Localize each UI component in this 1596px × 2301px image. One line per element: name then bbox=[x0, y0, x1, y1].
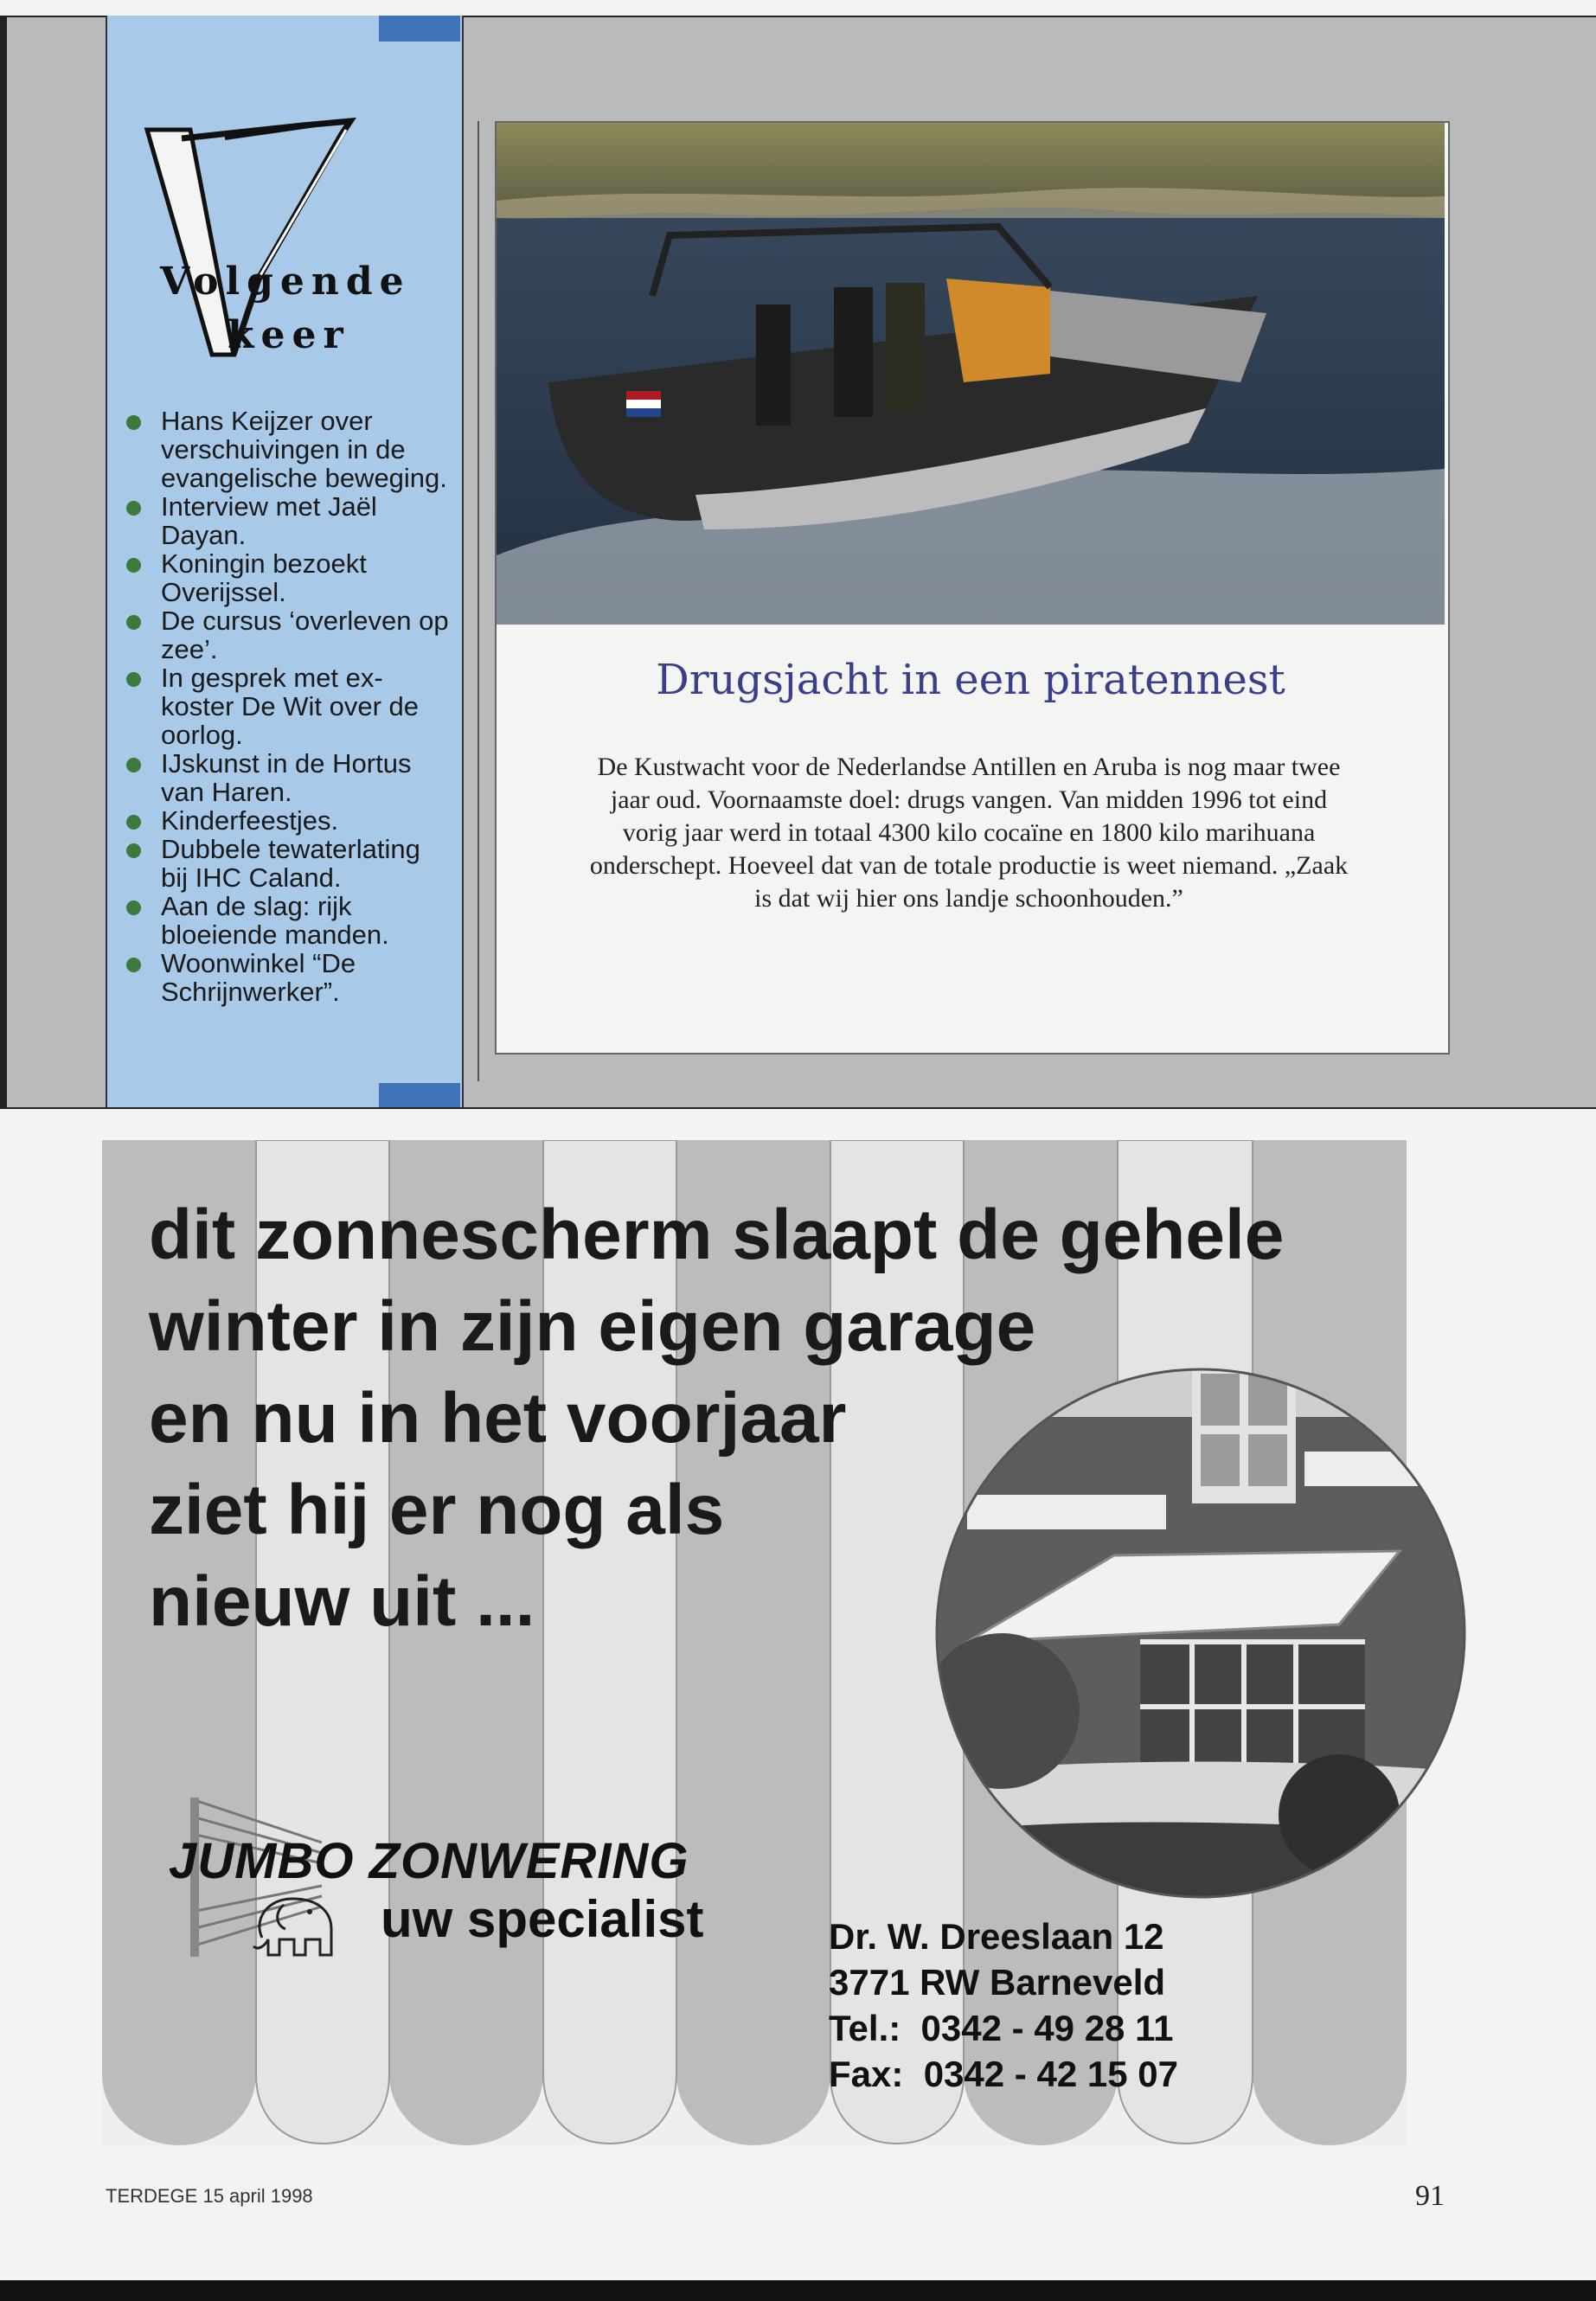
heading-line1: Volgende bbox=[160, 260, 411, 304]
list-item: Interview met Jaël Dayan. bbox=[121, 492, 450, 549]
bullet-icon bbox=[126, 958, 141, 972]
headline-line: winter in zijn eigen garage bbox=[149, 1287, 1036, 1366]
advert-tagline: uw specialist bbox=[381, 1890, 704, 1948]
heading-line2: keer bbox=[228, 313, 350, 357]
list-item: Aan de slag: rijk bloeiende manden. bbox=[121, 892, 450, 949]
page-bottom-bar bbox=[0, 2280, 1596, 2301]
house-awning-photo bbox=[933, 1365, 1469, 1901]
section-divider bbox=[0, 1107, 1596, 1109]
list-item: IJskunst in de Hortus van Haren. bbox=[121, 749, 450, 806]
headline-line: en nu in het voorjaar bbox=[149, 1379, 847, 1458]
address-street: Dr. W. Dreeslaan 12 bbox=[829, 1916, 1164, 1957]
article-body: De Kustwacht voor de Nederlandse Antillen en Aruba is nog maar twee jaar oud. Voornaamste doel: drugs vangen. Van midden 1996 tot eind vorig jaar werd in totaal 4300 kilo cocaïne en 1800 kilo marihuana onderschept. Hoeveel dat van de totale productie is weet niemand. „Zaak is dat wij hier ons landje schoonhouden.” bbox=[589, 753, 1349, 913]
bullet-icon bbox=[126, 815, 141, 830]
publication-footer: TERDEGE 15 april 1998 bbox=[106, 2185, 313, 2207]
elephant-logo-icon bbox=[249, 1886, 344, 1964]
list-item: Hans Keijzer over verschuivingen in de evangelische beweging. bbox=[121, 407, 450, 492]
bullet-icon bbox=[126, 672, 141, 687]
headline-line: dit zonnescherm slaapt de gehele bbox=[149, 1195, 1285, 1274]
sidebar-tab-top bbox=[379, 16, 460, 42]
list-item: In gesprek met ex-koster De Wit over de oorlog. bbox=[121, 663, 450, 749]
bullet-icon bbox=[126, 758, 141, 772]
bullet-icon bbox=[126, 558, 141, 573]
coastguard-boat-photo bbox=[497, 123, 1445, 625]
bullet-icon bbox=[126, 615, 141, 630]
list-item: Koningin bezoekt Overijssel. bbox=[121, 549, 450, 606]
address-city: 3771 RW Barneveld bbox=[829, 1962, 1166, 2003]
headline-line: ziet hij er nog als bbox=[149, 1471, 725, 1549]
list-item: Woonwinkel “De Schrijnwerker”. bbox=[121, 949, 450, 1006]
article-title: Drugsjacht in een piratennest bbox=[656, 656, 1285, 704]
bullet-icon bbox=[126, 415, 141, 430]
bullet-icon bbox=[126, 901, 141, 915]
next-issue-list bbox=[121, 407, 450, 1006]
list-item: De cursus ‘overleven op zee’. bbox=[121, 606, 450, 663]
bullet-icon bbox=[126, 501, 141, 516]
brand-name: JUMBO ZONWERING bbox=[169, 1833, 689, 1889]
left-edge-strip bbox=[0, 16, 7, 1107]
page-number: 91 bbox=[1415, 2180, 1445, 2212]
sidebar-tab-bottom bbox=[379, 1083, 460, 1107]
address-fax: Fax: 0342 - 42 15 07 bbox=[829, 2054, 1178, 2094]
headline-line: nieuw uit ... bbox=[149, 1562, 535, 1641]
column-rule bbox=[478, 121, 479, 1081]
list-item: Dubbele tewaterlating bij IHC Caland. bbox=[121, 835, 450, 892]
dealer-address bbox=[829, 1913, 1178, 2097]
bullet-icon bbox=[126, 843, 141, 858]
address-phone: Tel.: 0342 - 49 28 11 bbox=[829, 2008, 1174, 2048]
list-item: Kinderfeestjes. bbox=[121, 806, 450, 835]
